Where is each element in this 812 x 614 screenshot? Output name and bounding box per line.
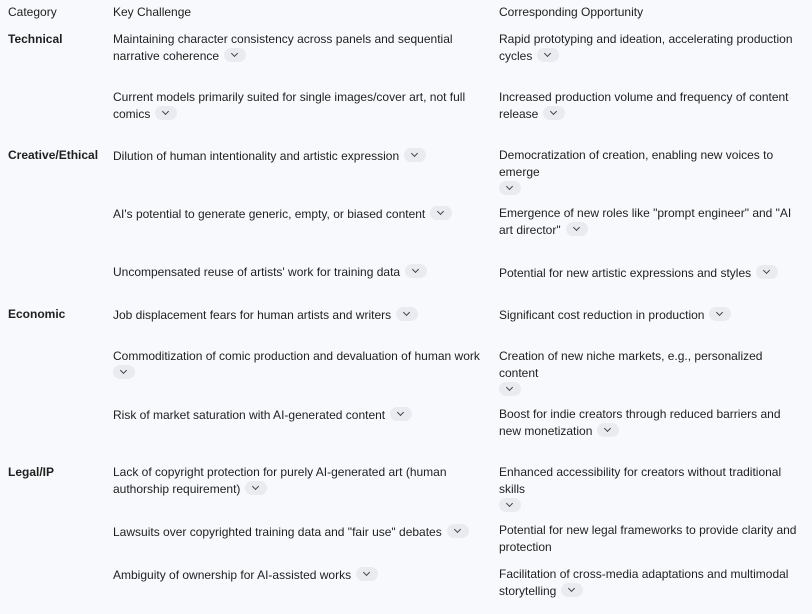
opportunity-cell bbox=[499, 89, 805, 123]
category-creative-ethical: Creative/Ethical bbox=[8, 148, 99, 162]
opportunity-cell bbox=[499, 464, 805, 515]
opportunity-cell bbox=[499, 522, 805, 556]
challenge-cell bbox=[113, 307, 485, 324]
opportunity-cell bbox=[499, 406, 805, 440]
opportunity-text: Rapid prototyping and ideation, accelerating production cycles bbox=[499, 32, 793, 63]
expand-chevron-icon[interactable] bbox=[430, 206, 452, 220]
expand-chevron-icon[interactable] bbox=[499, 498, 521, 512]
expand-chevron-icon[interactable] bbox=[447, 524, 469, 538]
opportunity-cell bbox=[499, 205, 805, 239]
expand-chevron-icon[interactable] bbox=[224, 48, 246, 62]
challenge-text: Uncompensated reuse of artists' work for training data bbox=[113, 265, 401, 279]
opportunity-text: Potential for new artistic expressions and styles bbox=[499, 266, 752, 280]
expand-chevron-icon[interactable] bbox=[543, 106, 565, 120]
opportunity-text: Significant cost reduction in production bbox=[499, 308, 705, 322]
challenge-cell bbox=[113, 31, 485, 65]
expand-chevron-icon[interactable] bbox=[756, 265, 778, 279]
challenge-cell bbox=[113, 348, 485, 382]
opportunity-text: Potential for new legal frameworks to provide clarity and protection bbox=[499, 523, 797, 554]
expand-chevron-icon[interactable] bbox=[356, 567, 378, 581]
challenge-cell bbox=[113, 148, 485, 165]
expand-chevron-icon[interactable] bbox=[390, 407, 412, 421]
expand-chevron-icon[interactable] bbox=[597, 423, 619, 437]
opportunity-text: Democratization of creation, enabling new voices to emerge bbox=[499, 148, 774, 179]
expand-chevron-icon[interactable] bbox=[561, 583, 583, 597]
challenge-text: Risk of market saturation with AI-generated content bbox=[113, 408, 386, 422]
expand-chevron-icon[interactable] bbox=[113, 365, 135, 379]
challenge-cell bbox=[113, 206, 485, 223]
opportunity-text: Increased production volume and frequency of content release bbox=[499, 90, 789, 121]
challenge-cell bbox=[113, 524, 485, 541]
opportunity-text: Emergence of new roles like "prompt engineer" and "AI art director" bbox=[499, 206, 792, 237]
header-category: Category bbox=[8, 5, 57, 19]
expand-chevron-icon[interactable] bbox=[155, 106, 177, 120]
expand-chevron-icon[interactable] bbox=[499, 382, 521, 396]
opportunity-cell bbox=[499, 566, 805, 600]
header-key-challenge: Key Challenge bbox=[113, 5, 192, 19]
challenge-cell bbox=[113, 264, 485, 281]
opportunity-cell bbox=[499, 265, 805, 282]
challenge-text: Ambiguity of ownership for AI-assisted works bbox=[113, 568, 352, 582]
challenge-text: Current models primarily suited for single images/cover art, not full comics bbox=[113, 90, 466, 121]
expand-chevron-icon[interactable] bbox=[405, 264, 427, 278]
challenge-text: Job displacement fears for human artists and writers bbox=[113, 308, 392, 322]
expand-chevron-icon[interactable] bbox=[245, 481, 267, 495]
challenge-text: Lawsuits over copyrighted training data and "fair use" debates bbox=[113, 525, 442, 539]
opportunity-cell bbox=[499, 31, 805, 65]
opportunity-cell bbox=[499, 307, 805, 324]
category-legal-ip: Legal/IP bbox=[8, 465, 55, 479]
opportunity-text: Boost for indie creators through reduced barriers and new monetization bbox=[499, 407, 781, 438]
opportunity-cell bbox=[499, 147, 805, 198]
challenge-cell bbox=[113, 89, 485, 123]
challenge-text: Maintaining character consistency across panels and sequential narrative coherence bbox=[113, 32, 453, 63]
challenge-text: Commoditization of comic production and devaluation of human work bbox=[113, 349, 480, 363]
header-opportunity: Corresponding Opportunity bbox=[499, 5, 644, 19]
expand-chevron-icon[interactable] bbox=[499, 181, 521, 195]
challenge-cell bbox=[113, 407, 485, 424]
opportunity-text: Facilitation of cross-media adaptations and multimodal storytelling bbox=[499, 567, 789, 598]
opportunity-text: Enhanced accessibility for creators without traditional skills bbox=[499, 465, 782, 496]
expand-chevron-icon[interactable] bbox=[566, 222, 588, 236]
opportunity-cell bbox=[499, 348, 805, 399]
expand-chevron-icon[interactable] bbox=[396, 307, 418, 321]
challenge-cell bbox=[113, 567, 485, 584]
expand-chevron-icon[interactable] bbox=[709, 307, 731, 321]
opportunity-text: Creation of new niche markets, e.g., personalized content bbox=[499, 349, 763, 380]
challenge-text: AI's potential to generate generic, empty, or biased content bbox=[113, 207, 426, 221]
challenge-text: Lack of copyright protection for purely AI-generated art (human authorship requirement) bbox=[113, 465, 447, 496]
challenge-cell bbox=[113, 464, 485, 498]
challenge-text: Dilution of human intentionality and artistic expression bbox=[113, 149, 400, 163]
category-technical: Technical bbox=[8, 32, 63, 46]
expand-chevron-icon[interactable] bbox=[404, 148, 426, 162]
category-economic: Economic bbox=[8, 307, 66, 321]
expand-chevron-icon[interactable] bbox=[537, 48, 559, 62]
